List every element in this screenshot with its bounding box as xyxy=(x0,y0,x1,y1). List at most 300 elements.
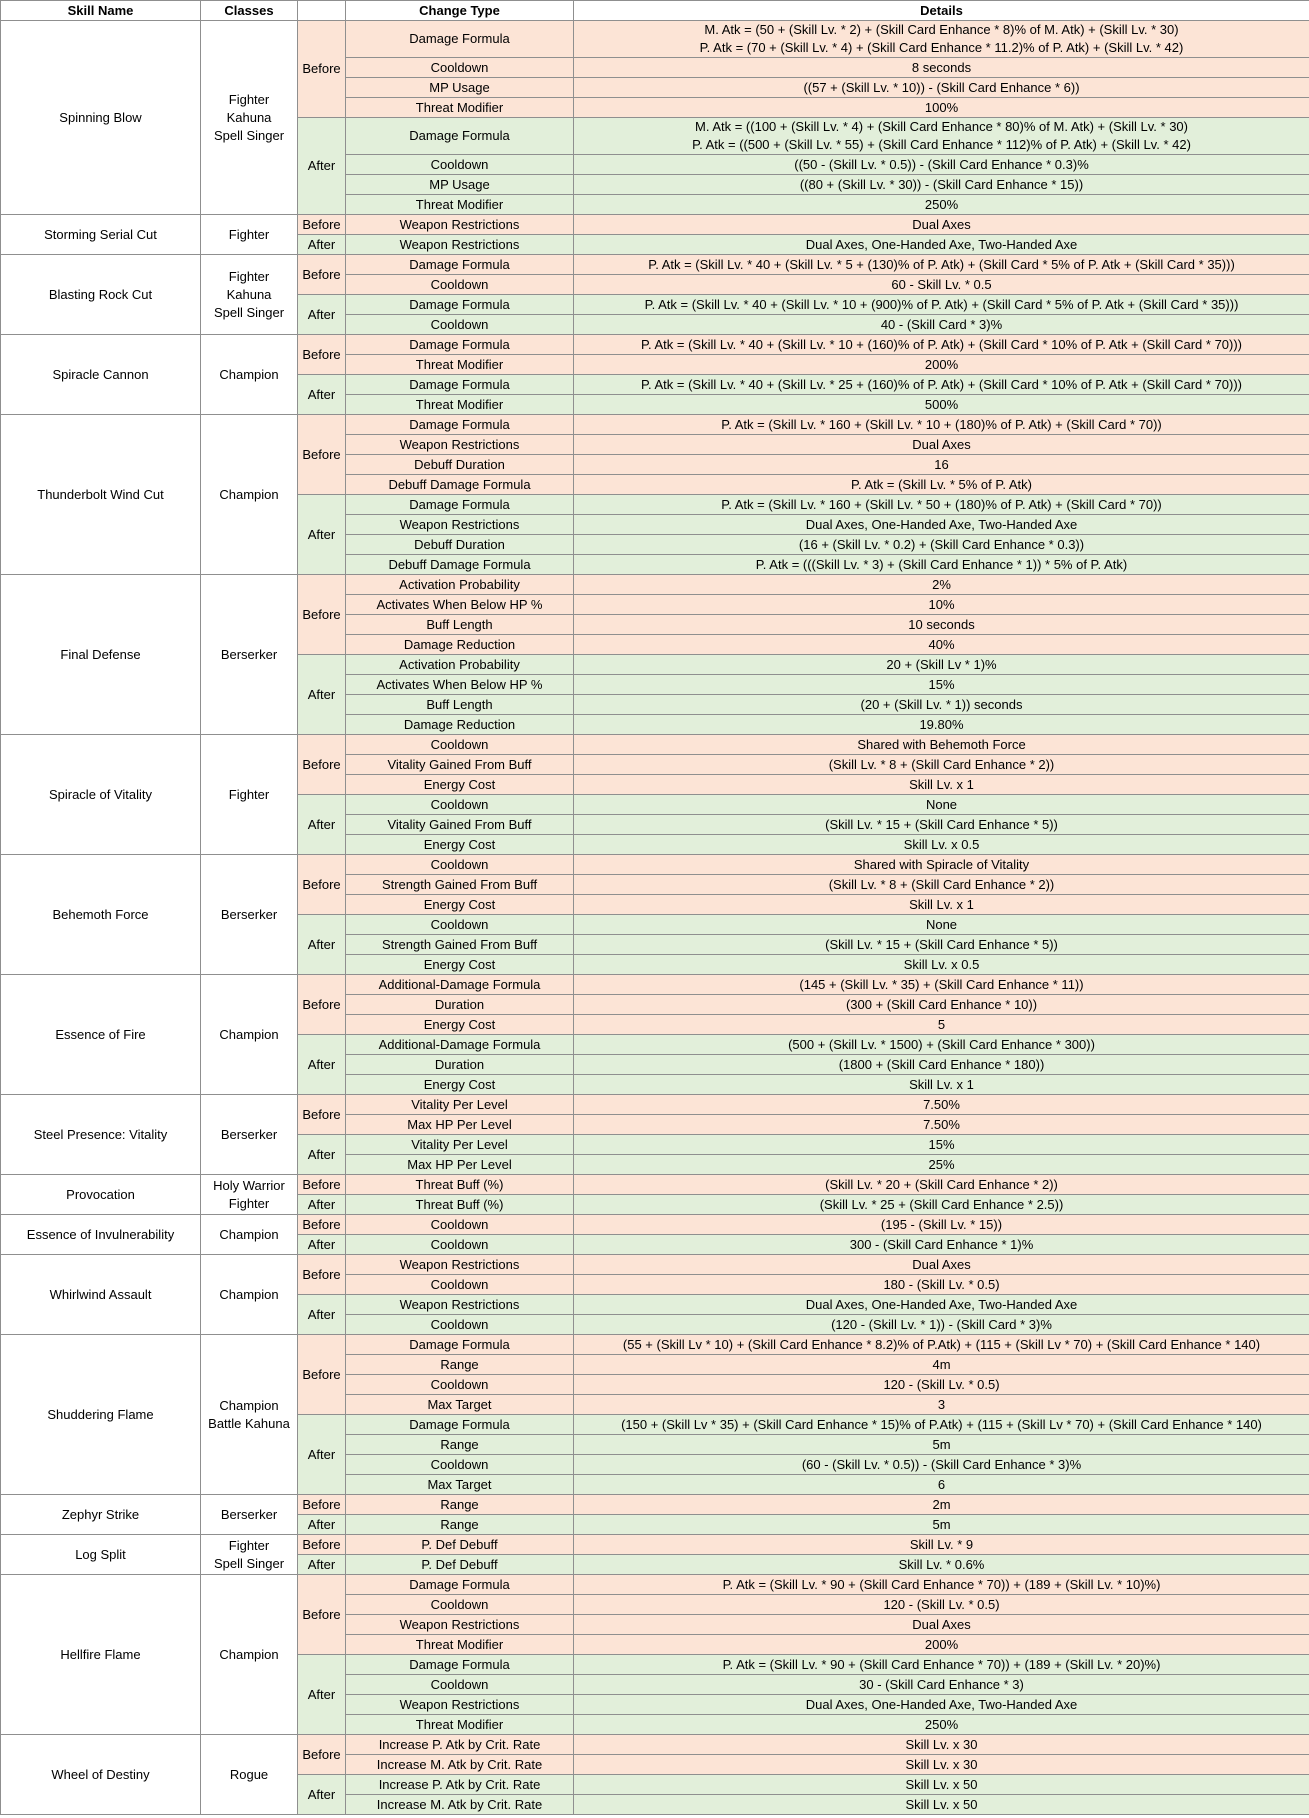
details-cell xyxy=(574,355,1309,375)
phase-cell: After xyxy=(298,118,346,215)
detail-line: (20 + (Skill Lv. * 1)) seconds xyxy=(860,696,1023,712)
classes-cell xyxy=(201,1535,298,1575)
table-body xyxy=(1,21,1309,1815)
change-type-cell: Threat Modifier xyxy=(346,395,574,415)
change-type-cell: Energy Cost xyxy=(346,955,574,975)
phase-cell: Before xyxy=(298,215,346,235)
details-cell xyxy=(574,635,1309,655)
details-cell xyxy=(574,695,1309,715)
classes-cell xyxy=(201,415,298,575)
change-type-cell: Energy Cost xyxy=(346,775,574,795)
change-type-cell: Damage Formula xyxy=(346,375,574,395)
detail-line: 8 seconds xyxy=(911,59,972,75)
change-type-cell: Cooldown xyxy=(346,1275,574,1295)
details-cell xyxy=(574,435,1309,455)
change-type-cell: Damage Formula xyxy=(346,255,574,275)
change-type-cell: Cooldown xyxy=(346,275,574,295)
skill-name-cell: Hellfire Flame xyxy=(1,1575,201,1735)
change-type-cell: Weapon Restrictions xyxy=(346,1615,574,1635)
details-cell xyxy=(574,1215,1309,1235)
table-row xyxy=(1,255,1309,275)
change-type-cell: Energy Cost xyxy=(346,1075,574,1095)
change-type-cell: Energy Cost xyxy=(346,835,574,855)
change-type-cell: Damage Formula xyxy=(346,495,574,515)
change-type-cell: Damage Formula xyxy=(346,21,574,58)
class-name: Champion xyxy=(219,1286,279,1302)
class-name: Battle Kahuna xyxy=(208,1415,290,1431)
change-type-cell: MP Usage xyxy=(346,78,574,98)
details-cell xyxy=(574,1315,1309,1335)
phase-cell: After xyxy=(298,1035,346,1095)
classes-cell xyxy=(201,735,298,855)
table-row xyxy=(1,575,1309,595)
classes-cell xyxy=(201,1495,298,1535)
phase-cell: After xyxy=(298,1295,346,1335)
detail-line: 25% xyxy=(928,1156,955,1172)
skill-name-cell: Steel Presence: Vitality xyxy=(1,1095,201,1175)
detail-line: 5m xyxy=(932,1436,951,1452)
details-cell xyxy=(574,1615,1309,1635)
header-phase xyxy=(298,1,346,21)
detail-line: (Skill Lv. * 15 + (Skill Card Enhance * 5)) xyxy=(825,816,1058,832)
detail-line: Shared with Spiracle of Vitality xyxy=(853,856,1030,872)
header-classes: Classes xyxy=(201,1,298,21)
details-cell xyxy=(574,155,1309,175)
phase-cell: Before xyxy=(298,1495,346,1515)
phase-cell: After xyxy=(298,375,346,415)
phase-cell: After xyxy=(298,235,346,255)
detail-line: (300 + (Skill Card Enhance * 10)) xyxy=(845,996,1038,1012)
change-type-cell: Threat Modifier xyxy=(346,1635,574,1655)
details-cell xyxy=(574,1255,1309,1275)
detail-line: (145 + (Skill Lv. * 35) + (Skill Card Enhance * 11)) xyxy=(799,976,1084,992)
class-name: Champion xyxy=(219,1226,279,1242)
change-type-cell: Weapon Restrictions xyxy=(346,435,574,455)
skill-name-cell: Spiracle Cannon xyxy=(1,335,201,415)
detail-line: None xyxy=(925,916,958,932)
details-cell xyxy=(574,1675,1309,1695)
details-cell xyxy=(574,1635,1309,1655)
details-cell xyxy=(574,855,1309,875)
change-type-cell: Cooldown xyxy=(346,1375,574,1395)
skill-name-cell: Wheel of Destiny xyxy=(1,1735,201,1815)
skill-name-cell: Shuddering Flame xyxy=(1,1335,201,1495)
details-cell xyxy=(574,1135,1309,1155)
phase-cell: After xyxy=(298,1195,346,1215)
class-name: Fighter xyxy=(228,1537,270,1553)
detail-line: Skill Lv. x 1 xyxy=(909,776,974,792)
change-type-cell: Weapon Restrictions xyxy=(346,1255,574,1275)
change-type-cell: Cooldown xyxy=(346,1675,574,1695)
change-type-cell: Cooldown xyxy=(346,155,574,175)
detail-line: P. Atk = (Skill Lv. * 40 + (Skill Lv. * 10 + (160)% of P. Atk) + (Skill Card * 10% of P. Atk + (Skill Card * 70))) xyxy=(640,336,1243,352)
classes-cell xyxy=(201,21,298,215)
phase-cell: After xyxy=(298,1415,346,1495)
header-change-type: Change Type xyxy=(346,1,574,21)
detail-line: 20 + (Skill Lv * 1)% xyxy=(886,656,997,672)
change-type-cell: Vitality Gained From Buff xyxy=(346,755,574,775)
details-cell xyxy=(574,995,1309,1015)
skill-name-cell: Thunderbolt Wind Cut xyxy=(1,415,201,575)
class-name: Fighter xyxy=(228,91,270,107)
detail-line: Dual Axes, One-Handed Axe, Two-Handed Axe xyxy=(805,516,1078,532)
detail-line: Skill Lv. * 0.6% xyxy=(898,1556,985,1572)
change-type-cell: Duration xyxy=(346,995,574,1015)
class-name: Champion xyxy=(219,366,279,382)
details-cell xyxy=(574,1775,1309,1795)
class-name: Berserker xyxy=(220,1506,278,1522)
details-cell xyxy=(574,315,1309,335)
change-type-cell: Cooldown xyxy=(346,1315,574,1335)
details-cell xyxy=(574,955,1309,975)
details-cell xyxy=(574,395,1309,415)
detail-line: 4m xyxy=(932,1356,951,1372)
details-cell xyxy=(574,935,1309,955)
classes-cell xyxy=(201,335,298,415)
change-type-cell: Increase P. Atk by Crit. Rate xyxy=(346,1735,574,1755)
class-name: Champion xyxy=(219,1646,279,1662)
details-cell xyxy=(574,555,1309,575)
detail-line: 5 xyxy=(937,1016,946,1032)
details-cell xyxy=(574,58,1309,78)
change-type-cell: Damage Reduction xyxy=(346,715,574,735)
detail-line: 200% xyxy=(924,1636,959,1652)
detail-line: M. Atk = (50 + (Skill Lv. * 2) + (Skill Card Enhance * 8)% of M. Atk) + (Skill Lv. * 30) xyxy=(704,22,1179,37)
classes-cell xyxy=(201,215,298,255)
detail-line: 2% xyxy=(932,576,951,592)
phase-cell: Before xyxy=(298,1095,346,1135)
table-row xyxy=(1,1175,1309,1195)
details-cell xyxy=(574,1375,1309,1395)
phase-cell: After xyxy=(298,295,346,335)
class-name: Kahuna xyxy=(226,286,272,302)
change-type-cell: Vitality Per Level xyxy=(346,1095,574,1115)
phase-cell: After xyxy=(298,1235,346,1255)
details-cell xyxy=(574,1275,1309,1295)
detail-line: P. Atk = (Skill Lv. * 40 + (Skill Lv. * 5 + (130)% of P. Atk) + (Skill Card * 5% of P. Atk + (Skill Card * 35))) xyxy=(648,256,1235,272)
details-cell xyxy=(574,795,1309,815)
detail-line: Skill Lv. x 0.5 xyxy=(903,836,980,852)
details-cell xyxy=(574,535,1309,555)
detail-line: 120 - (Skill Lv. * 0.5) xyxy=(883,1376,1000,1392)
table-row xyxy=(1,1735,1309,1755)
change-type-cell: Debuff Duration xyxy=(346,535,574,555)
phase-cell: After xyxy=(298,915,346,975)
details-cell xyxy=(574,715,1309,735)
detail-line: 5m xyxy=(932,1516,951,1532)
detail-line: Skill Lv. x 30 xyxy=(905,1736,978,1752)
skill-name-cell: Spinning Blow xyxy=(1,21,201,215)
table-row xyxy=(1,1535,1309,1555)
details-cell xyxy=(574,1035,1309,1055)
detail-line: 180 - (Skill Lv. * 0.5) xyxy=(883,1276,1000,1292)
change-type-cell: Weapon Restrictions xyxy=(346,235,574,255)
phase-cell: After xyxy=(298,1655,346,1735)
detail-line: P. Atk = (Skill Lv. * 90 + (Skill Card Enhance * 70)) + (189 + (Skill Lv. * 10)%) xyxy=(722,1576,1161,1592)
change-type-cell: Cooldown xyxy=(346,1455,574,1475)
class-name: Spell Singer xyxy=(213,304,285,320)
details-cell xyxy=(574,815,1309,835)
header-details: Details xyxy=(574,1,1309,21)
class-name: Spell Singer xyxy=(213,127,285,143)
phase-cell: Before xyxy=(298,1535,346,1555)
class-name: Rogue xyxy=(229,1766,269,1782)
skill-name-cell: Storming Serial Cut xyxy=(1,215,201,255)
skill-name-cell: Spiracle of Vitality xyxy=(1,735,201,855)
detail-line: (Skill Lv. * 8 + (Skill Card Enhance * 2)) xyxy=(828,876,1055,892)
details-cell xyxy=(574,295,1309,315)
change-type-cell: Activation Probability xyxy=(346,655,574,675)
detail-line: ((50 - (Skill Lv. * 0.5)) - (Skill Card Enhance * 0.3)% xyxy=(794,156,1089,172)
change-type-cell: Cooldown xyxy=(346,1595,574,1615)
change-type-cell: Damage Formula xyxy=(346,415,574,435)
detail-line: (150 + (Skill Lv * 35) + (Skill Card Enhance * 15)% of P.Atk) + (115 + (Skill Lv * 70) + (Skill Card Enhance * 140) xyxy=(621,1416,1262,1432)
details-cell xyxy=(574,1235,1309,1255)
phase-cell: Before xyxy=(298,1255,346,1295)
change-type-cell: Threat Modifier xyxy=(346,1715,574,1735)
change-type-cell: Cooldown xyxy=(346,1235,574,1255)
class-name: Fighter xyxy=(228,1195,270,1211)
change-type-cell: Cooldown xyxy=(346,735,574,755)
detail-line: P. Atk = (((Skill Lv. * 3) + (Skill Card Enhance * 1)) * 5% of P. Atk) xyxy=(755,556,1128,572)
table-row xyxy=(1,1335,1309,1355)
detail-line: 19.80% xyxy=(919,716,964,732)
detail-line: 10 seconds xyxy=(908,616,975,632)
change-type-cell: Range xyxy=(346,1515,574,1535)
detail-line: P. Atk = (Skill Lv. * 90 + (Skill Card Enhance * 70)) + (189 + (Skill Lv. * 20)%) xyxy=(722,1656,1161,1672)
change-type-cell: Cooldown xyxy=(346,58,574,78)
change-type-cell: Threat Modifier xyxy=(346,355,574,375)
details-cell xyxy=(574,118,1309,155)
detail-line: ((57 + (Skill Lv. * 10)) - (Skill Card Enhance * 6)) xyxy=(803,79,1080,95)
phase-cell: After xyxy=(298,1775,346,1815)
change-type-cell: Duration xyxy=(346,1055,574,1075)
phase-cell: After xyxy=(298,795,346,855)
details-cell xyxy=(574,575,1309,595)
classes-cell xyxy=(201,1175,298,1215)
change-type-cell: Energy Cost xyxy=(346,895,574,915)
details-cell xyxy=(574,21,1309,58)
detail-line: P. Atk = (Skill Lv. * 5% of P. Atk) xyxy=(850,476,1032,492)
phase-cell: Before xyxy=(298,255,346,295)
detail-line: Skill Lv. * 9 xyxy=(909,1536,974,1552)
details-cell xyxy=(574,1535,1309,1555)
class-name: Spell Singer xyxy=(213,1555,285,1571)
change-type-cell: Range xyxy=(346,1435,574,1455)
phase-cell: Before xyxy=(298,1735,346,1775)
classes-cell xyxy=(201,975,298,1095)
detail-line: Dual Axes, One-Handed Axe, Two-Handed Axe xyxy=(805,1296,1078,1312)
details-cell xyxy=(574,1175,1309,1195)
classes-cell xyxy=(201,1735,298,1815)
details-cell xyxy=(574,735,1309,755)
detail-line: None xyxy=(925,796,958,812)
phase-cell: Before xyxy=(298,1215,346,1235)
change-type-cell: P. Def Debuff xyxy=(346,1535,574,1555)
change-type-cell: Damage Formula xyxy=(346,1335,574,1355)
detail-line: Skill Lv. x 50 xyxy=(905,1796,978,1812)
class-name: Kahuna xyxy=(226,109,272,125)
phase-cell: After xyxy=(298,655,346,735)
details-cell xyxy=(574,1575,1309,1595)
detail-line: (120 - (Skill Lv. * 1)) - (Skill Card * 3)% xyxy=(831,1316,1052,1332)
details-cell xyxy=(574,1795,1309,1815)
detail-line: Shared with Behemoth Force xyxy=(857,736,1026,752)
classes-cell xyxy=(201,1215,298,1255)
detail-line: 2m xyxy=(932,1496,951,1512)
details-cell xyxy=(574,595,1309,615)
table-row xyxy=(1,1095,1309,1115)
detail-line: (55 + (Skill Lv * 10) + (Skill Card Enhance * 8.2)% of P.Atk) + (115 + (Skill Lv * 70) + (Skill Card Enhance * 140) xyxy=(622,1336,1261,1352)
detail-line: 16 xyxy=(934,456,949,472)
phase-cell: After xyxy=(298,1135,346,1175)
details-cell xyxy=(574,915,1309,935)
detail-line: P. Atk = (Skill Lv. * 160 + (Skill Lv. * 50 + (180)% of P. Atk) + (Skill Card * 70)) xyxy=(721,496,1162,512)
class-name: Fighter xyxy=(228,786,270,802)
classes-cell xyxy=(201,855,298,975)
detail-line: Skill Lv. x 0.5 xyxy=(903,956,980,972)
table-row xyxy=(1,1255,1309,1275)
skill-name-cell: Final Defense xyxy=(1,575,201,735)
table-row xyxy=(1,415,1309,435)
change-type-cell: Damage Formula xyxy=(346,335,574,355)
skill-name-cell: Log Split xyxy=(1,1535,201,1575)
change-type-cell: Range xyxy=(346,1495,574,1515)
classes-cell xyxy=(201,575,298,735)
detail-line: Dual Axes xyxy=(912,1256,971,1272)
header-skill-name: Skill Name xyxy=(1,1,201,21)
class-name: Champion xyxy=(219,486,279,502)
details-cell xyxy=(574,375,1309,395)
details-cell xyxy=(574,1355,1309,1375)
detail-line: (60 - (Skill Lv. * 0.5)) - (Skill Card Enhance * 3)% xyxy=(801,1456,1082,1472)
details-cell xyxy=(574,495,1309,515)
change-type-cell: Cooldown xyxy=(346,315,574,335)
change-type-cell: Threat Buff (%) xyxy=(346,1175,574,1195)
table-row xyxy=(1,975,1309,995)
phase-cell: Before xyxy=(298,415,346,495)
class-name: Berserker xyxy=(220,1126,278,1142)
details-cell xyxy=(574,1755,1309,1775)
details-cell xyxy=(574,1715,1309,1735)
detail-line: 120 - (Skill Lv. * 0.5) xyxy=(883,1596,1000,1612)
change-type-cell: Additional-Damage Formula xyxy=(346,1035,574,1055)
details-cell xyxy=(574,835,1309,855)
details-cell xyxy=(574,1455,1309,1475)
detail-line: 7.50% xyxy=(923,1116,960,1132)
details-cell xyxy=(574,775,1309,795)
detail-line: P. Atk = (Skill Lv. * 40 + (Skill Lv. * 25 + (160)% of P. Atk) + (Skill Card * 10% of P. Atk + (Skill Card * 70))) xyxy=(640,376,1243,392)
change-type-cell: Cooldown xyxy=(346,795,574,815)
change-type-cell: Increase P. Atk by Crit. Rate xyxy=(346,1775,574,1795)
change-type-cell: Max HP Per Level xyxy=(346,1155,574,1175)
detail-line: Dual Axes, One-Handed Axe, Two-Handed Axe xyxy=(805,1696,1078,1712)
detail-line: 40% xyxy=(928,636,955,652)
table-row xyxy=(1,21,1309,58)
details-cell xyxy=(574,335,1309,355)
detail-line: ((80 + (Skill Lv. * 30)) - (Skill Card Enhance * 15)) xyxy=(799,176,1084,192)
skill-name-cell: Zephyr Strike xyxy=(1,1495,201,1535)
change-type-cell: Activates When Below HP % xyxy=(346,595,574,615)
change-type-cell: Weapon Restrictions xyxy=(346,1695,574,1715)
table-row xyxy=(1,335,1309,355)
detail-line: (1800 + (Skill Card Enhance * 180)) xyxy=(838,1056,1045,1072)
class-name: Berserker xyxy=(220,646,278,662)
detail-line: 500% xyxy=(924,396,959,412)
change-type-cell: Damage Formula xyxy=(346,1415,574,1435)
skill-name-cell: Behemoth Force xyxy=(1,855,201,975)
change-type-cell: Damage Formula xyxy=(346,1575,574,1595)
detail-line: 15% xyxy=(928,1136,955,1152)
details-cell xyxy=(574,78,1309,98)
details-cell xyxy=(574,1415,1309,1435)
change-type-cell: P. Def Debuff xyxy=(346,1555,574,1575)
change-type-cell: Damage Formula xyxy=(346,1655,574,1675)
class-name: Fighter xyxy=(228,268,270,284)
classes-cell xyxy=(201,1575,298,1735)
classes-cell xyxy=(201,255,298,335)
change-type-cell: Damage Formula xyxy=(346,295,574,315)
table-row xyxy=(1,1495,1309,1515)
details-cell xyxy=(574,1495,1309,1515)
classes-cell xyxy=(201,1255,298,1335)
detail-line: P. Atk = (70 + (Skill Lv. * 4) + (Skill Card Enhance * 11.2)% of P. Atk) + (Skill Lv. * 42) xyxy=(699,40,1184,55)
details-cell xyxy=(574,1095,1309,1115)
detail-line: P. Atk = ((500 + (Skill Lv. * 55) + (Skill Card Enhance * 112)% of P. Atk) + (Skill Lv. * 42) xyxy=(692,137,1191,152)
skill-name-cell: Blasting Rock Cut xyxy=(1,255,201,335)
change-type-cell: Vitality Gained From Buff xyxy=(346,815,574,835)
details-cell xyxy=(574,1475,1309,1495)
details-cell xyxy=(574,1395,1309,1415)
detail-line: Dual Axes xyxy=(912,436,971,452)
detail-line: (Skill Lv. * 15 + (Skill Card Enhance * 5)) xyxy=(825,936,1058,952)
detail-line: (500 + (Skill Lv. * 1500) + (Skill Card Enhance * 300)) xyxy=(788,1036,1095,1052)
skill-name-cell: Essence of Fire xyxy=(1,975,201,1095)
class-name: Berserker xyxy=(220,906,278,922)
details-cell xyxy=(574,875,1309,895)
detail-line: 7.50% xyxy=(923,1096,960,1112)
change-type-cell: Range xyxy=(346,1355,574,1375)
detail-line: M. Atk = ((100 + (Skill Lv. * 4) + (Skill Card Enhance * 80)% of M. Atk) + (Skill Lv. * 30) xyxy=(695,119,1188,134)
details-cell xyxy=(574,975,1309,995)
details-cell xyxy=(574,1075,1309,1095)
details-cell xyxy=(574,475,1309,495)
change-type-cell: Additional-Damage Formula xyxy=(346,975,574,995)
details-cell xyxy=(574,215,1309,235)
details-cell xyxy=(574,895,1309,915)
change-type-cell: Activates When Below HP % xyxy=(346,675,574,695)
details-cell xyxy=(574,615,1309,635)
header-row xyxy=(1,1,1309,21)
classes-cell xyxy=(201,1095,298,1175)
details-cell xyxy=(574,175,1309,195)
change-type-cell: Weapon Restrictions xyxy=(346,515,574,535)
details-cell xyxy=(574,98,1309,118)
detail-line: Skill Lv. x 1 xyxy=(909,896,974,912)
phase-cell: After xyxy=(298,1555,346,1575)
phase-cell: Before xyxy=(298,1175,346,1195)
details-cell xyxy=(574,1515,1309,1535)
phase-cell: Before xyxy=(298,975,346,1035)
details-cell xyxy=(574,1015,1309,1035)
detail-line: (Skill Lv. * 20 + (Skill Card Enhance * 2)) xyxy=(825,1176,1058,1192)
change-type-cell: Strength Gained From Buff xyxy=(346,875,574,895)
phase-cell: After xyxy=(298,1515,346,1535)
table-row xyxy=(1,1575,1309,1595)
details-cell xyxy=(574,1335,1309,1355)
details-cell xyxy=(574,1115,1309,1135)
change-type-cell: Threat Modifier xyxy=(346,195,574,215)
